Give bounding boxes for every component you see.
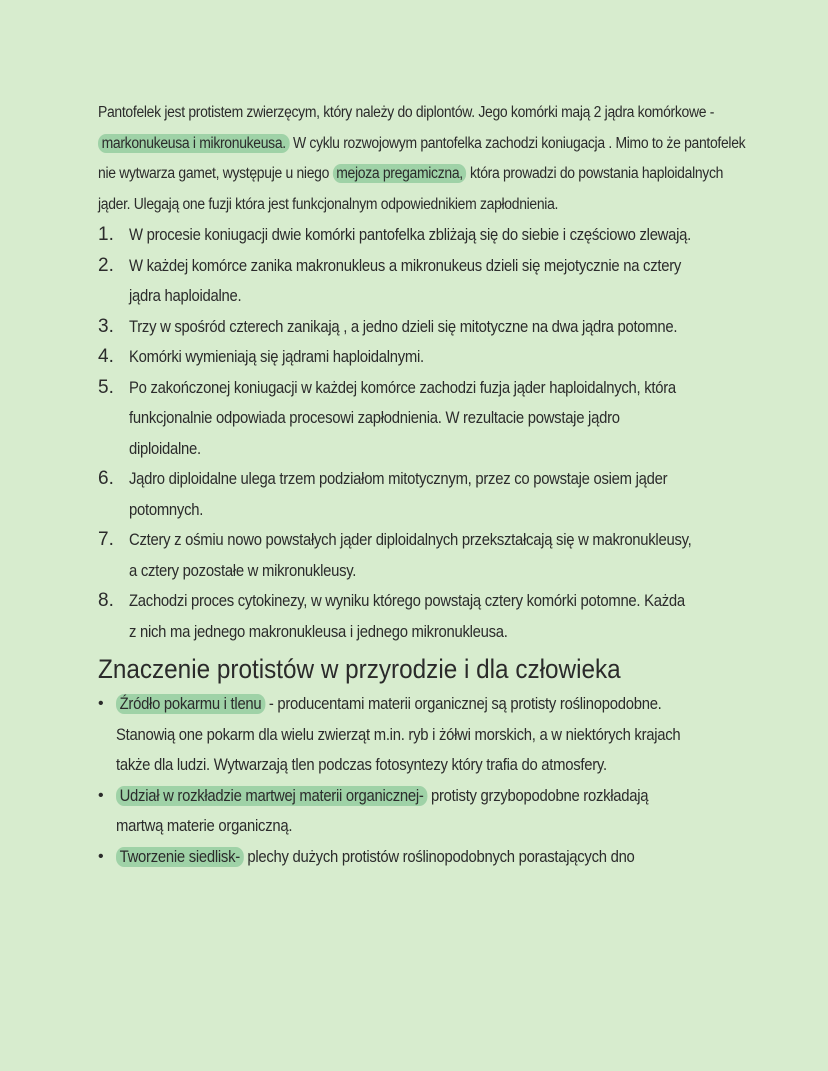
step-number: 1. xyxy=(98,224,114,245)
step-number: 5. xyxy=(98,376,114,398)
list-item xyxy=(98,342,758,373)
highlight-term: Źródło pokarmu i tlenu xyxy=(116,694,265,714)
step-number: 4. xyxy=(98,346,114,367)
intro-text-3: która prowadzi do powstania haploidalnych jąder. Ulegają one fuzji która jest funkcjonalnym odpowiednikiem zapłodnienia. xyxy=(98,165,724,213)
intro-text-1: Pantofelek jest protistem zwierzęcym, który należy do diplontów. Jego komórki mają 2 jądra komórkowe - xyxy=(98,104,715,121)
item-text xyxy=(116,842,694,873)
step-number: 7. xyxy=(98,529,114,550)
bullet-icon: • xyxy=(98,847,104,865)
list-item xyxy=(98,251,758,312)
step-text: W każdej komórce zanika makronukleus a mikronukeus dzieli się mejotycznie na cztery jądra haploidalne. xyxy=(129,256,682,305)
list-item xyxy=(98,373,758,465)
highlight-nuclei: markonukeusa i mikronukeusa. xyxy=(98,134,289,153)
intro-text-2: W cyklu rozwojowym pantofelka zachodzi koniugacja . Mimo to że pantofelek nie wytwarza gamet, występuje u niego xyxy=(98,134,746,182)
step-text: Zachodzi proces cytokinezy, w wyniku którego powstają cztery komórki potomne. Każda z nich ma jednego makronukleusa i jednego mikronukleusa. xyxy=(129,592,685,641)
bullet-icon: • xyxy=(98,695,104,712)
step-text: Jądro diploidalne ulega trzem podziałom mitotycznym, przez co powstaje osiem jąder potomnych. xyxy=(129,470,668,519)
item-description: - producentami materii organicznej są protisty roślinopodobne. Stanowią one pokarm dla wielu zwierząt m.in. ryb i żółwi morskich, a w niektórych krajach także dla ludzi. Wytwarzają tlen podczas fotosyntezy który trafia do atmosfery. xyxy=(116,695,681,774)
highlight-term: Tworzenie siedlisk- xyxy=(116,847,244,867)
step-text: Trzy w spośród czterech zanikają , a jedno dzieli się mitotyczne na dwa jądra potomne. xyxy=(129,317,678,336)
step-number: 6. xyxy=(98,468,114,489)
step-text: W procesie koniugacji dwie komórki pantofelka zbliżają się do siebie i częściowo zlewają. xyxy=(129,226,692,244)
highlight-term: Udział w rozkładzie martwej materii organicznej- xyxy=(116,786,427,806)
list-item xyxy=(98,842,758,873)
list-item xyxy=(98,312,758,343)
step-number: 3. xyxy=(98,315,114,337)
intro-paragraph xyxy=(98,98,758,220)
item-text xyxy=(116,781,694,842)
step-text: Po zakończonej koniugacji w każdej komórce zachodzi fuzja jąder haploidalnych, która funkcjonalnie odpowiada procesowi zapłodnienia. W rezultacie powstaje jądro diploidalne. xyxy=(129,378,676,458)
note-content xyxy=(98,98,758,872)
bullet-icon: • xyxy=(98,786,104,804)
step-number: 8. xyxy=(98,590,114,611)
conjugation-steps-list xyxy=(98,220,758,647)
list-item xyxy=(98,586,758,647)
step-text: Cztery z ośmiu nowo powstałych jąder diploidalnych przekształcają się w makronukleusy, a cztery pozostałe w mikronukleusy. xyxy=(129,531,692,580)
protist-importance-list xyxy=(98,689,758,872)
item-description: protisty grzybopodobne rozkładają martwą materie organiczną. xyxy=(116,786,649,835)
item-text xyxy=(116,689,694,781)
list-item xyxy=(98,781,758,842)
list-item xyxy=(98,220,758,251)
list-item xyxy=(98,525,758,586)
step-number: 2. xyxy=(98,254,114,276)
list-item xyxy=(98,689,758,781)
list-item xyxy=(98,464,758,525)
item-description: plechy dużych protistów roślinopodobnych porastających dno xyxy=(243,847,635,866)
step-text: Komórki wymieniają się jądrami haploidalnymi. xyxy=(129,348,424,366)
section-heading: Znaczenie protistów w przyrodzie i dla człowieka xyxy=(98,654,621,684)
highlight-meiosis: mejoza pregamiczna, xyxy=(333,164,467,183)
